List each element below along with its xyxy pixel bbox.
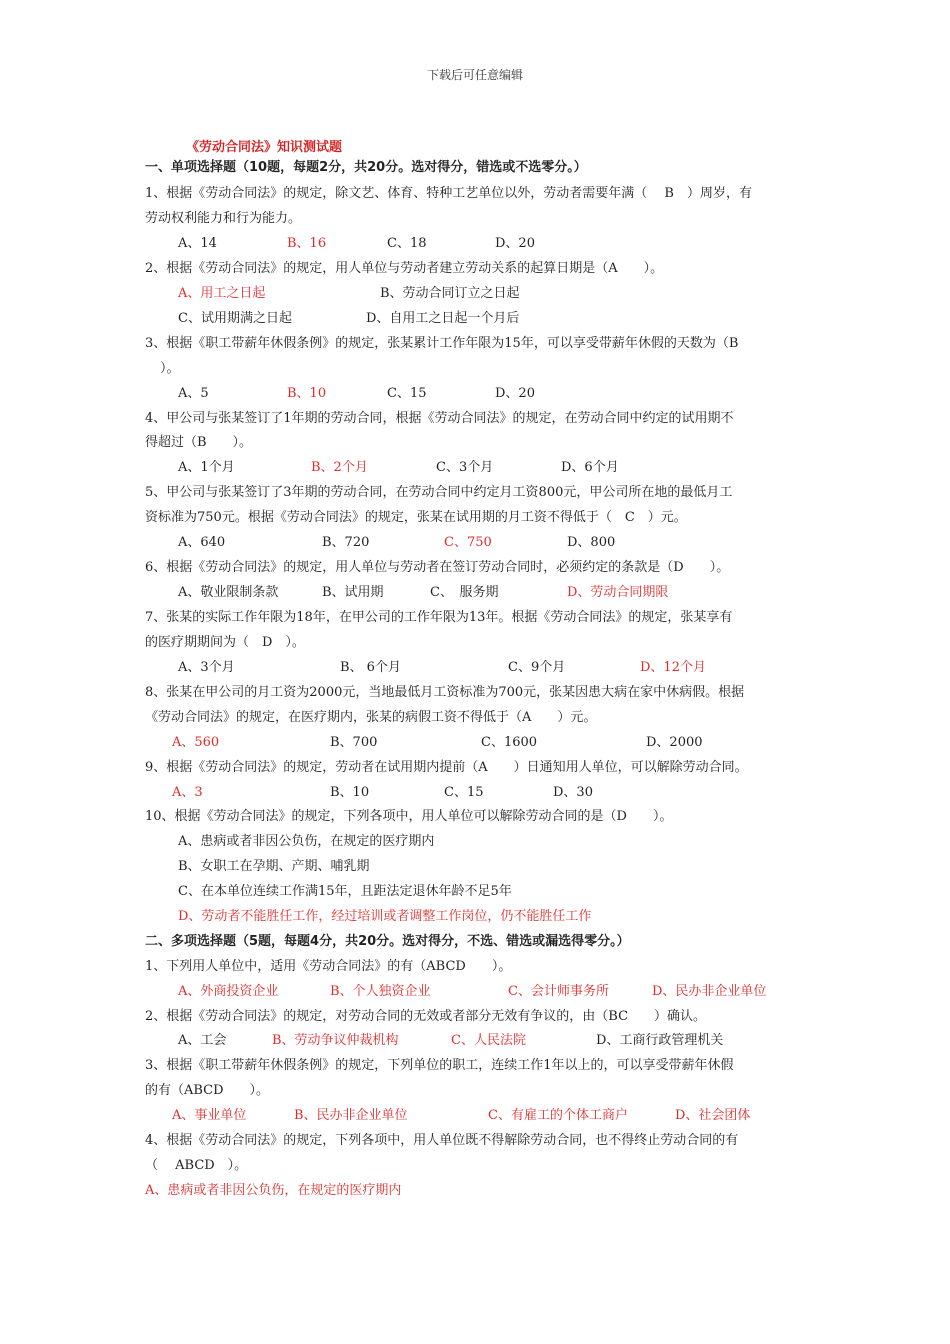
m3-option-c: C、有雇工的个体工商户 [488,1108,628,1123]
q8-option-d: D、2000 [646,735,703,750]
document-title: 《劳动合同法》知识测试题 [186,140,343,155]
m1-option-b: B、个人独资企业 [330,984,431,999]
q6-option-b: B、试用期 [322,585,384,600]
m4-text-line1: 4、根据《劳动合同法》的规定，下列各项中，用人单位既不得解除劳动合同，也不得终止劳动合同的有 [145,1133,739,1148]
q4-text-line2: 得超过（B ）。 [145,435,253,450]
section-2-heading: 二、多项选择题（5题，每题4分，共20分。选对得分，不选、错选或漏选得零分。） [145,934,630,949]
m2-option-d: D、工商行政管理机关 [596,1033,724,1048]
q5-option-a: A、640 [178,535,226,550]
q1-text-line2: 劳动权利能力和行为能力。 [145,211,302,226]
q9-option-d: D、30 [553,785,593,800]
q8-text-line2: 《劳动合同法》的规定，在医疗期内，张某的病假工资不得低于（A ）元。 [145,710,597,725]
q10-text-line1: 10、根据《劳动合同法》的规定，下列各项中，用人单位可以解除劳动合同的是（D ）。 [145,809,673,824]
q3-text-line1: 3、根据《职工带薪年休假条例》的规定，张某累计工作年限为15年，可以享受带薪年休假的天数为（B [145,336,739,351]
q9-option-c: C、15 [444,785,484,800]
q2-text-line1: 2、根据《劳动合同法》的规定，用人单位与劳动者建立劳动关系的起算日期是（A ）。 [145,261,664,276]
m1-option-c: C、会计师事务所 [508,984,609,999]
q3-option-b: B、10 [287,386,327,401]
m4-text-line2: （ ABCD ）。 [145,1158,248,1173]
header-note: 下载后可任意编辑 [426,68,523,82]
q7-text-line1: 7、张某的实际工作年限为18年，在甲公司的工作年限为13年。根据《劳动合同法》的规定，张某享有 [145,610,733,625]
q9-option-b: B、10 [330,785,370,800]
q3-option-d: D、20 [495,386,535,401]
q1-option-a: A、14 [178,236,217,251]
q8-text-line1: 8、张某在甲公司的月工资为2000元，当地最低月工资标准为700元，张某因患大病在家中休病假。根据 [145,685,745,700]
q6-text-line1: 6、根据《劳动合同法》的规定，用人单位与劳动者在签订劳动合同时，必须约定的条款是（D ）。 [145,560,730,575]
q10-option-d: D、劳动者不能胜任工作，经过培训或者调整工作岗位，仍不能胜任工作 [178,909,592,924]
q7-option-c: C、9个月 [508,660,566,675]
q6-option-c: C、 服务期 [430,585,499,600]
q9-text-line1: 9、根据《劳动合同法》的规定，劳动者在试用期内提前（A ）日通知用人单位，可以解除劳动合同。 [145,760,748,775]
q5-option-c: C、750 [444,535,492,550]
q4-option-a: A、1个月 [178,460,235,475]
q2-option-b: B、劳动合同订立之日起 [380,286,520,301]
q4-option-b: B、2个月 [311,460,368,475]
m2-text-line1: 2、根据《劳动合同法》的规定，对劳动合同的无效或者部分无效有争议的，由（BC ）确认。 [145,1009,707,1024]
q3-option-c: C、15 [387,386,427,401]
m3-option-b: B、民办非企业单位 [294,1108,408,1123]
q8-option-a: A、560 [172,735,220,750]
m3-option-d: D、社会团体 [675,1108,751,1123]
q4-option-d: D、6个月 [561,460,619,475]
q5-option-b: B、720 [322,535,370,550]
q5-text-line1: 5、甲公司与张某签订了3年期的劳动合同，在劳动合同中约定月工资800元，甲公司所在地的最低月工 [145,485,733,500]
q1-text-line1: 1、根据《劳动合同法》的规定，除文艺、体育、特种工艺单位以外，劳动者需要年满（ B ）周岁，有 [145,186,752,201]
m1-text-line1: 1、下列用人单位中，适用《劳动合同法》的有（ABCD ）。 [145,959,512,974]
q8-option-c: C、1600 [481,735,538,750]
q1-option-c: C、18 [387,236,427,251]
q7-text-line2: 的医疗期期间为（ D ）。 [145,635,305,650]
q5-option-d: D、800 [567,535,616,550]
m2-option-c: C、人民法院 [451,1033,526,1048]
q2-option-d: D、自用工之日起一个月后 [366,311,520,326]
m4-option-a: A、患病或者非因公负伤，在规定的医疗期内 [145,1183,402,1198]
q1-option-d: D、20 [495,236,535,251]
q7-option-a: A、3个月 [178,660,235,675]
m1-option-a: A、外商投资企业 [178,984,279,999]
q1-option-b: B、16 [287,236,327,251]
q9-option-a: A、3 [172,785,203,800]
m3-text-line2: 的有（ABCD ）。 [145,1083,270,1098]
q10-option-a: A、患病或者非因公负伤，在规定的医疗期内 [178,834,435,849]
q7-option-b: B、 6个月 [340,660,401,675]
q6-option-a: A、敬业限制条款 [178,585,279,600]
q3-text-line2: ）。 [160,361,180,376]
m3-option-a: A、事业单位 [172,1108,247,1123]
m1-option-d: D、民办非企业单位 [652,984,767,999]
m3-text-line1: 3、根据《职工带薪年休假条例》的规定，下列单位的职工，连续工作1年以上的，可以享受带薪年休假 [145,1058,734,1073]
q10-option-c: C、在本单位连续工作满15年，且距法定退休年龄不足5年 [178,884,512,899]
m2-option-b: B、劳动争议仲裁机构 [272,1033,399,1048]
m2-option-a: A、工会 [178,1033,227,1048]
q8-option-b: B、700 [330,735,378,750]
q10-option-b: B、女职工在孕期、产期、哺乳期 [178,859,370,874]
q4-option-c: C、3个月 [436,460,494,475]
section-1-heading: 一、单项选择题（10题，每题2分，共20分。选对得分，错选或不选零分。） [145,160,587,175]
q2-option-a: A、用工之日起 [178,286,266,301]
q6-option-d: D、劳动合同期限 [567,585,669,600]
q4-text-line1: 4、甲公司与张某签订了1年期的劳动合同，根据《劳动合同法》的规定，在劳动合同中约定的试用期不 [145,411,734,426]
q7-option-d: D、12个月 [640,660,706,675]
q5-text-line2: 资标准为750元。根据《劳动合同法》的规定，张某在试用期的月工资不得低于（ C ）元。 [145,510,687,525]
q2-option-c: C、试用期满之日起 [178,311,292,326]
q3-option-a: A、5 [178,386,209,401]
